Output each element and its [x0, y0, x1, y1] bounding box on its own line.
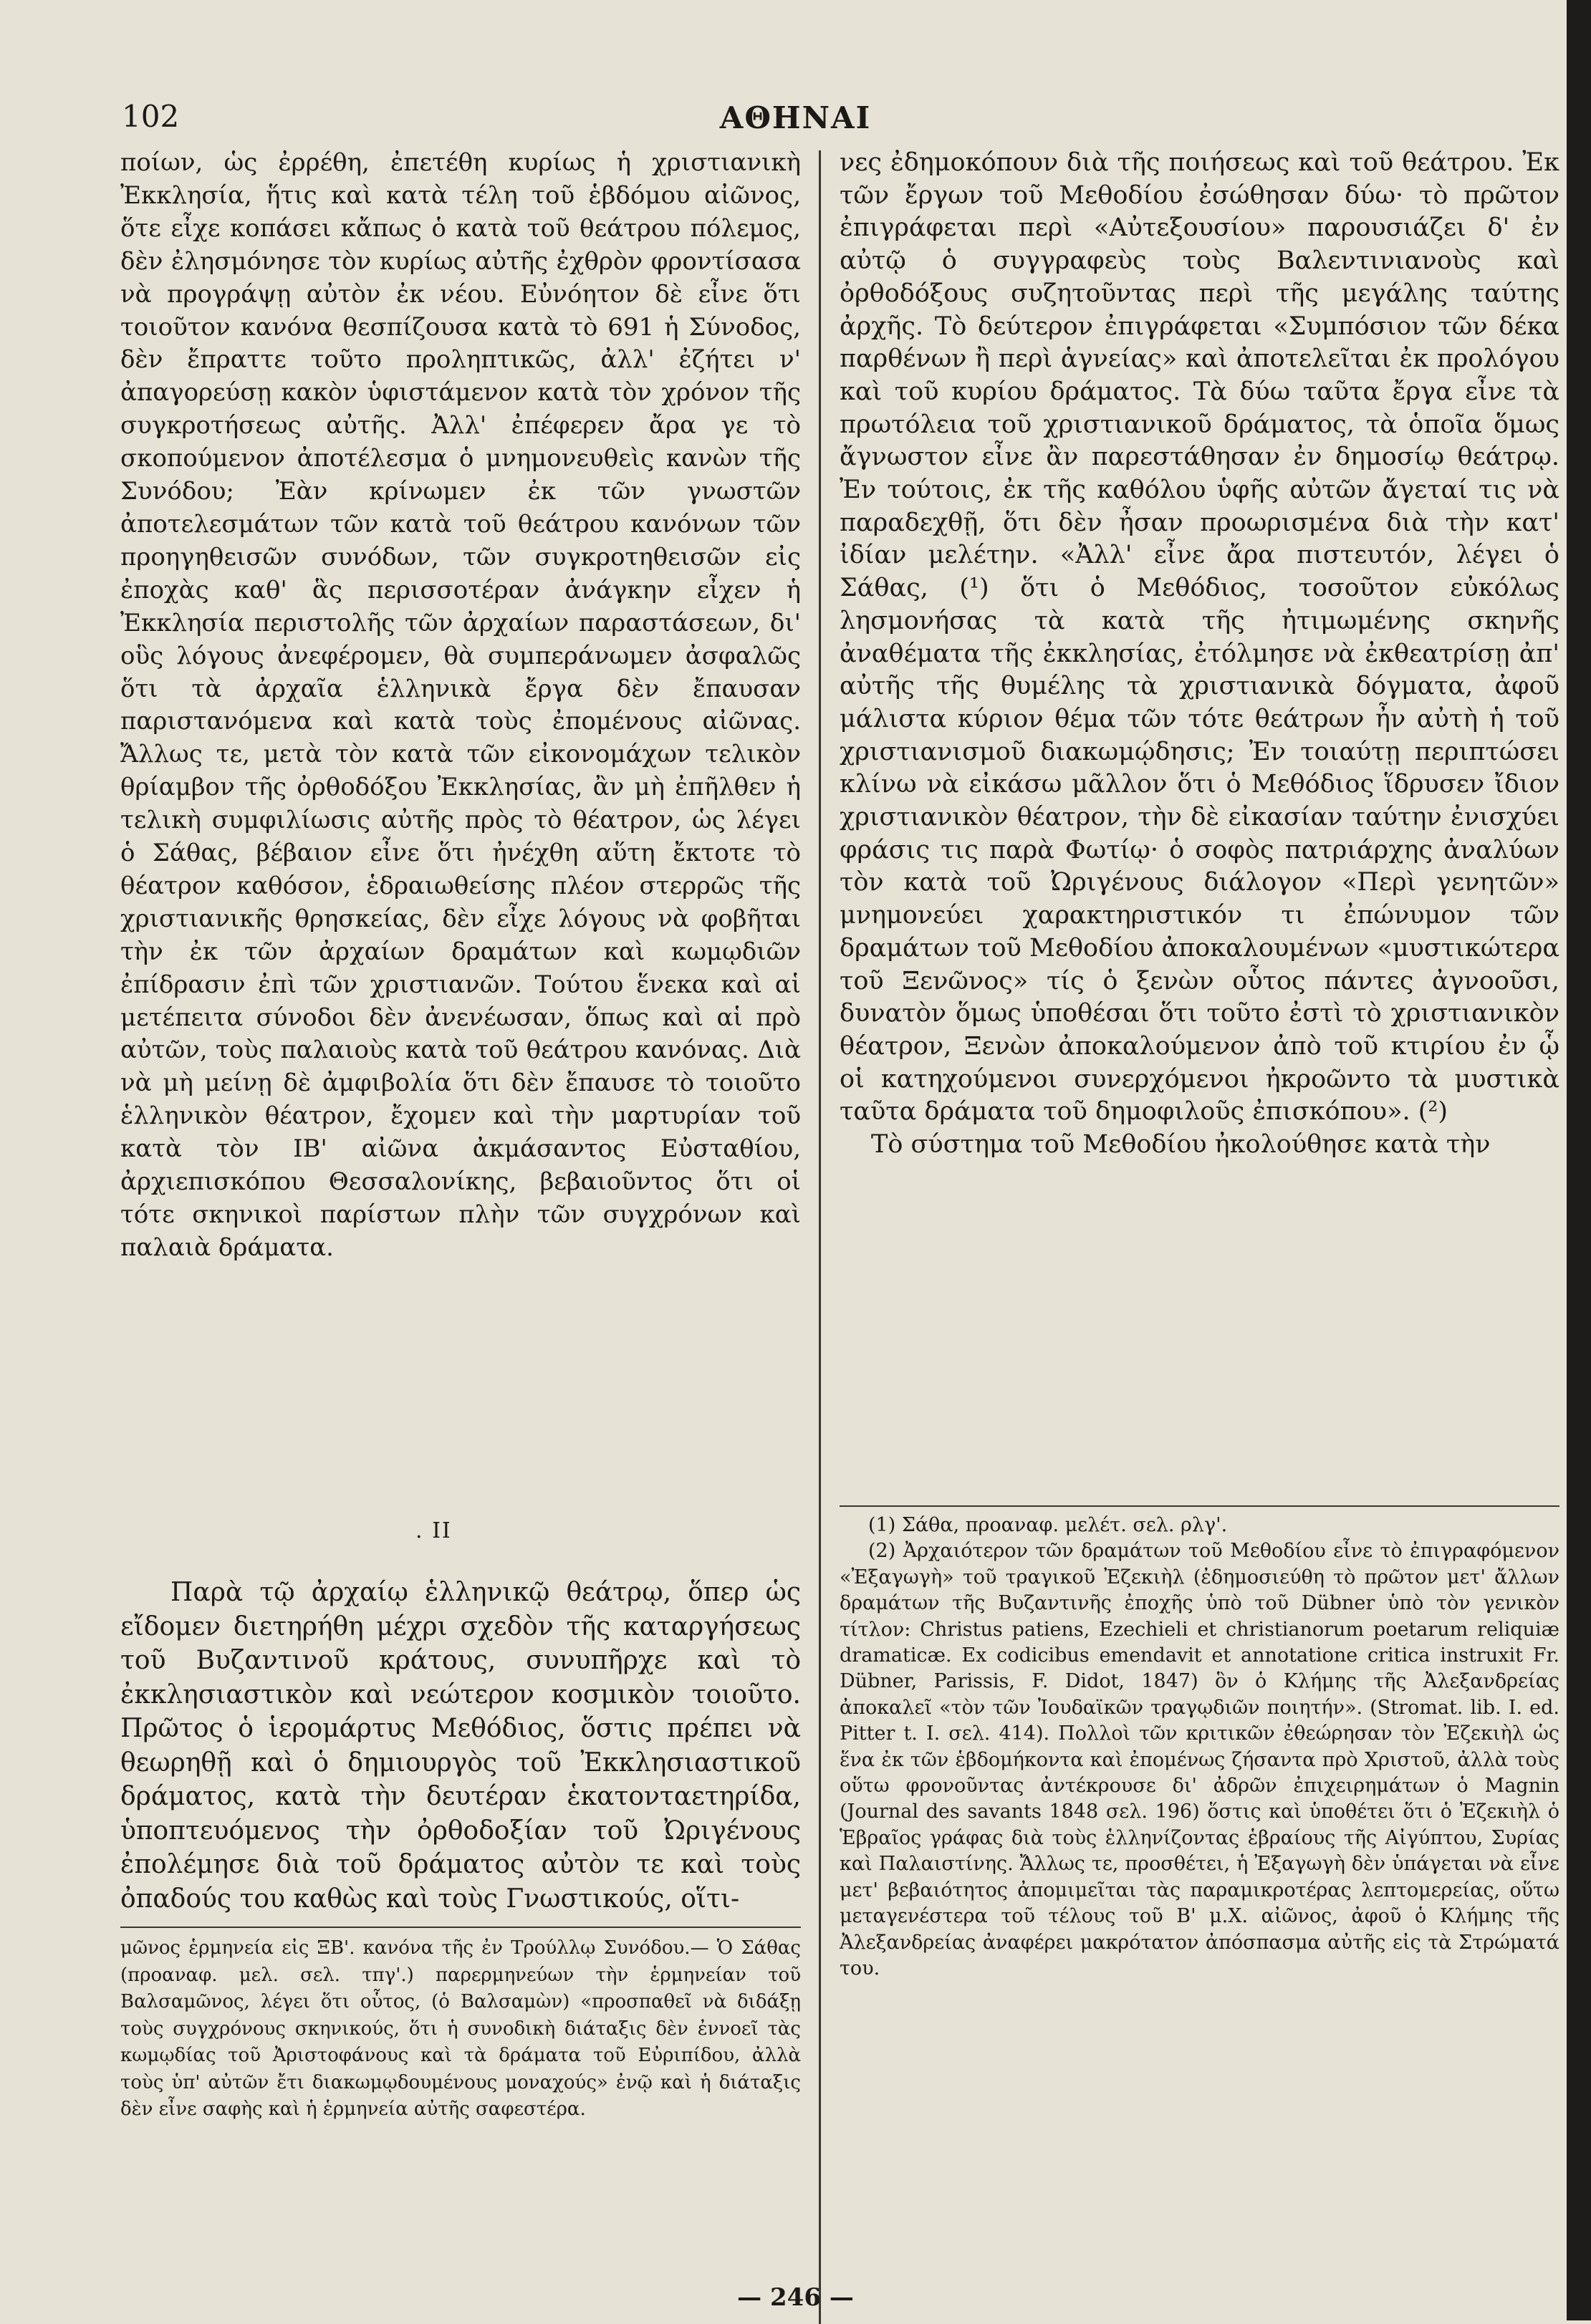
section-two	[120, 1576, 801, 1916]
left-body-text: ποίων, ὡς ἐρρέθη, ἐπετέθη κυρίως ἡ χριστιανικὴ Ἐκκλησία, ἥτις καὶ κατὰ τέλη τοῦ ἑβδόμου αἰῶνος, ὅτε εἶχε κοπάσει κἄπως ὁ κατὰ τοῦ θεάτρου πόλεμος, δὲν ἐλησμόνησε τὸν κυρίως αὐτῆς ἐχθρὸν φροντίσασα νὰ προγράψῃ αὐτὸν ἐκ νέου. Εὐνόητον δὲ εἶνε ὅτι τοιοῦτον κανόνα θεσπίζουσα κατὰ τὸ 691 ἡ Σύνοδος, δὲν ἔπραττε τοῦτο προληπτικῶς, ἀλλ' ἐζήτει ν' ἀπαγορεύσῃ κακὸν ὑφιστάμενον κατὰ τὸν χρόνον τῆς συγκροτήσεως αὐτῆς. Ἀλλ' ἐπέφερεν ἄρα γε τὸ σκοπούμενον ἀποτέλεσμα ὁ μνημονευθεὶς κανὼν τῆς Συνόδου; Ἐὰν κρίνωμεν ἐκ τῶν γνωστῶν ἀποτελεσμάτων τῶν κατὰ τοῦ θεάτρου κανόνων τῶν προηγηθεισῶν συνόδων, τῶν συγκροτηθεισῶν εἰς ἐποχὰς καθ' ἃς περισσοτέραν ἀνάγκην εἶχεν ἡ Ἐκκλησία περιστολῆς τῶν ἀρχαίων παραστάσεων, δι' οὓς λόγους ἀνεφέρομεν, θὰ συμπεράνωμεν ἀσφαλῶς ὅτι τὰ ἀρχαῖα ἑλληνικὰ ἔργα δὲν ἔπαυσαν παριστανόμενα καὶ κατὰ τοὺς ἐπομένους αἰῶνας. Ἄλλως τε, μετὰ τὸν κατὰ τῶν εἰκονομάχων τελικὸν θρίαμβον τῆς ὀρθοδόξου Ἐκκλησίας, ἂν μὴ ἐπῆλθεν ἡ τελικὴ συμφιλίωσις αὐτῆς πρὸς τὸ θέατρον, ὡς λέγει ὁ Σάθας, βέβαιον εἶνε ὅτι ἠνέχθη αὕτη ἔκτοτε τὸ θέατρον καθόσον, ἑδραιωθείσης πλέον στερρῶς τῆς χριστιανικῆς θρησκείας, δὲν εἶχε λόγους νὰ φοβῆται τὴν ἐκ τῶν ἀρχαίων δραμάτων καὶ κωμῳδιῶν ἐπίδρασιν ἐπὶ τῶν χριστιανῶν. Τούτου ἕνεκα καὶ αἱ μετέπειτα σύνοδοι δὲν ἀνενέωσαν, ὅπως καὶ αἱ πρὸ αὐτῶν, τοὺς παλαιοὺς κατὰ τοῦ θεάτρου κανόνας. Διὰ νὰ μὴ μείνῃ δὲ ἀμφιβολία ὅτι δὲν ἔπαυσε τὸ τοιοῦτο ἑλληνικὸν θέατρον, ἔχομεν καὶ τὴν μαρτυρίαν τοῦ κατὰ τὸν ΙΒ' αἰῶνα ἀκμάσαντος Εὐσταθίου, ἀρχιεπισκόπου Θεσσαλονίκης, βεβαιοῦντος ὅτι οἱ τότε σκηνικοὶ παρίστων πλὴν τῶν συγχρόνων καὶ παλαιὰ δράματα.	[120, 148, 801, 1262]
right-column	[840, 147, 1559, 1162]
folio-number: — 246 —	[737, 2283, 854, 2312]
section-numeral: . II	[415, 1518, 452, 1543]
section-body-text: Παρὰ τῷ ἀρχαίῳ ἑλληνικῷ θεάτρῳ, ὅπερ ὡς εἴδομεν διετηρήθη μέχρι σχεδὸν τῆς καταργήσεως τοῦ Βυζαντινοῦ κράτους, συνυπῆρχε καὶ τὸ ἐκκλησιαστικὸν καὶ νεώτερον κοσμικὸν τοιοῦτο. Πρῶτος ὁ ἱερομάρτυς Μεθόδιος, ὅστις πρέπει νὰ θεωρηθῇ καὶ ὁ δημιουργὸς τοῦ Ἐκκλησιαστικοῦ δράματος, κατὰ τὴν δευτέραν ἑκατονταετηρίδα, ὑποπτευόμενος τὴν ὀρθοδοξίαν τοῦ Ὠριγένους ἐπολέμησε διὰ τοῦ δράματος αὐτὸν τε καὶ τοὺς ὀπαδούς του καθὼς καὶ τοὺς Γνωστικούς, οἵτι-	[120, 1578, 801, 1914]
column-rule	[819, 150, 821, 2324]
page-number: 102	[122, 99, 180, 134]
left-footnote-rule	[120, 1927, 801, 1928]
footnote-1: (1) Σάθα, προαναφ. μελέτ. σελ. ρλγ'.	[868, 1514, 1228, 1536]
right-body-text: νες ἐδημοκόπουν διὰ τῆς ποιήσεως καὶ τοῦ θεάτρου. Ἐκ τῶν ἔργων τοῦ Μεθοδίου ἐσώθησαν δύω· τὸ πρῶτον ἐπιγράφεται περὶ «Αὐτεξουσίου» παρουσιάζει δ' ἐν αὐτῷ ὁ συγγραφεὺς τοὺς Βαλεντινιανοὺς καὶ ὀρθοδόξους συζητοῦντας περὶ τῆς μεγάλης ταύτης ἀρχῆς. Τὸ δεύτερον ἐπιγράφεται «Συμπόσιον τῶν δέκα παρθένων ἢ περὶ ἁγνείας» καὶ ἀποτελεῖται ἐκ προλόγου καὶ τοῦ κυρίου δράματος. Τὰ δύω ταῦτα ἔργα εἶνε τὰ πρωτόλεια τοῦ χριστιανικοῦ δράματος, τὰ ὁποῖα ὅμως ἄγνωστον εἶνε ἂν παρεστάθησαν ἐν δημοσίῳ θεάτρῳ. Ἐν τούτοις, ἐκ τῆς καθόλου ὑφῆς αὐτῶν ἄγεταί τις νὰ παραδεχθῇ, ὅτι δὲν ἦσαν προωρισμένα διὰ τὴν κατ' ἰδίαν μελέτην. «Ἀλλ' εἶνε ἄρα πιστευτόν, λέγει ὁ Σάθας, (¹) ὅτι ὁ Μεθόδιος, τοσοῦτον εὐκόλως λησμονήσας τὰ κατὰ τῆς ἠτιμωμένης σκηνῆς ἀναθέματα τῆς ἐκκλησίας, ἐτόλμησε νὰ ἐκθεατρίσῃ ἀπ' αὐτῆς τῆς θυμέλης τὰ χριστιανικὰ δόγματα, ἀφοῦ μάλιστα κύριον θέμα τῶν τότε θεάτρων ἦν αὐτὴ ἡ τοῦ χριστιανισμοῦ διακωμῴδησις; Ἐν τοιαύτῃ περιπτώσει κλίνω νὰ εἰκάσω μᾶλλον ὅτι ὁ Μεθόδιος ἵδρυσεν ἴδιον χριστιανικὸν θέατρον, τὴν δὲ εἰκασίαν ταύτην ἐνισχύει φράσις τις παρὰ Φωτίῳ· ὁ σοφὸς πατριάρχης ἀναλύων τὸν κατὰ τοῦ Ὠριγένους διάλογον «Περὶ γενητῶν» μνημονεύει χαρακτηριστικόν τι ἐπώνυμον τῶν δραμάτων τοῦ Μεθοδίου ἀποκαλουμένων «μυστικώτερα τοῦ Ξενῶνος» τίς ὁ ξενὼν οὗτος πάντες ἀγνοοῦσι, δυνατὸν ὅμως ὑποθέσαι ὅτι τοῦτο ἐστὶ τὸ χριστιανικὸν θέατρον, Ξενὼν ἀποκαλούμενον ἀπὸ τοῦ κτιρίου ἐν ᾧ οἱ κατηχούμενοι συνερχόμενοι ἠκροῶντο τὰ μυστικὰ ταῦτα δράματα τοῦ δημοφιλοῦς ἐπισκόπου». (²)	[840, 148, 1559, 1127]
right-body-text-continued: Τὸ σύστημα τοῦ Μεθοδίου ἠκολούθησε κατὰ τὴν	[871, 1130, 1491, 1159]
right-footnote-rule	[840, 1505, 1559, 1507]
left-footnote-text: μῶνος ἑρμηνεία εἰς ΞΒ'. κανόνα τῆς ἐν Τρούλλῳ Συνόδου.— Ὁ Σάθας (προαναφ. μελ. σελ. τπγ'.) παρερμηνεύων τὴν ἑρμηνείαν τοῦ Βαλσαμῶνος, λέγει ὅτι οὗτος, (ὁ Βαλσαμὼν) «προσπαθεῖ νὰ διδάξῃ τοὺς συγχρόνους σκηνικούς, ὅτι ἡ συνοδικὴ διάταξις δὲν ἐννοεῖ τὰς κωμῳδίας τοῦ Ἀριστοφάνους καὶ τὰ δράματα τοῦ Εὐριπίδου, ἀλλὰ τοὺς ὑπ' αὐτῶν ἔτι διακωμῳδουμένους μοναχούς» ἐνῷ καὶ ἡ διάταξις δὲν εἶνε σαφὴς καὶ ἡ ἑρμηνεία αὐτῆς σαφεστέρα.	[120, 1937, 801, 2120]
running-title: ΑΘΗΝΑΙ	[719, 100, 872, 135]
left-column	[120, 147, 801, 1265]
right-footnotes	[840, 1513, 1559, 1982]
left-footnote	[120, 1935, 801, 2123]
footnote-2: (2) Ἀρχαιότερον τῶν δραμάτων τοῦ Μεθοδίου εἶνε τὸ ἐπιγραφόμενον «Ἐξαγωγὴ» τοῦ τραγικοῦ Ἐζεκιὴλ (ἐδημοσιεύθη τὸ πρῶτον μετ' ἄλλων δραμάτων τῆς Βυζαντινῆς ἐποχῆς ὑπὸ τοῦ Dübner ὑπὸ τὸν γενικὸν τίτλον: Christus patiens, Ezechieli et christianorum poetarum reliquiæ dramaticæ. Ex codicibus emendavit et annotatione critica instruxit Fr. Dübner, Parissis, F. Didot, 1847) ὃν ὁ Κλήμης τῆς Ἀλεξανδρείας ἀποκαλεῖ «τὸν τῶν Ἰουδαϊκῶν τραγῳδιῶν ποιητήν». (Stromat. lib. I. ed. Pitter t. I. σελ. 414). Πολλοὶ τῶν κριτικῶν ἐθεώρησαν τὸν Ἐζεκιὴλ ὡς ἕνα ἐκ τῶν ἑβδομήκοντα καὶ ἐπομένως ζήσαντα πρὸ Χριστοῦ, ἀλλὰ τοὺς οὕτω φρονοῦντας ἀντέκρουσε δι' ἀδρῶν ἐπιχειρημάτων ὁ Magnin (Journal des savants 1848 σελ. 196) ὅστις καὶ ὑποθέτει ὅτι ὁ Ἐζεκιὴλ ὁ Ἑβραῖος γράφας διὰ τοὺς ἑλληνίζοντας ἑβραίους τῆς Αἰγύπτου, Συρίας καὶ Παλαιστίνης. Ἄλλως τε, προσθέτει, ἡ Ἐξαγωγὴ δὲν ὑπάγεται νὰ εἶνε μετ' βεβαιότητος ἀπομιμεῖται τὰς παραμικροτέρας λεπτομερείας, οὕτω μεταγενέστερα τοῦ τέλους τοῦ Β' μ.Χ. αἰῶνος, ἀφοῦ ὁ Κλήμης τῆς Ἀλεξανδρείας ἀναφέρει μακρότατον ἀπόσπασμα αὐτῆς εἰς τὰ Στρώματά του.	[840, 1540, 1559, 1980]
scan-edge	[1567, 0, 1591, 2320]
